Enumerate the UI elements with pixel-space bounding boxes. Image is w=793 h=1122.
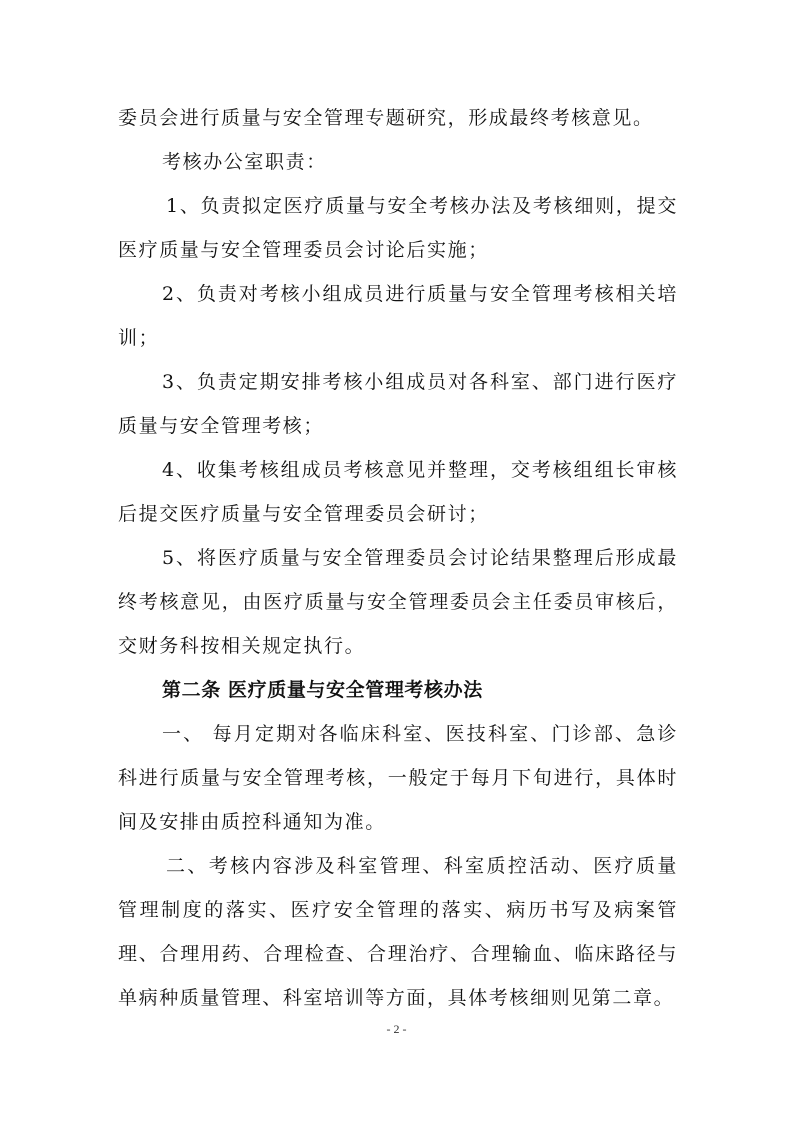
paragraph-method-1: 一、 每月定期对各临床科室、医技科室、门诊部、急诊科进行质量与安全管理考核，一般定于每月下旬进行，具体时间及安排由质控科通知为准。 bbox=[118, 723, 678, 833]
paragraph-duty-1: 1、负责拟定医疗质量与安全考核办法及考核细则，提交医疗质量与安全管理委员会讨论后实施； bbox=[118, 195, 678, 261]
paragraph-method-2: 二、考核内容涉及科室管理、科室质控活动、医疗质量管理制度的落实、医疗安全管理的落实、病历书写及病案管理、合理用药、合理检查、合理治疗、合理输血、临床路径与单病种质量管理、科室培训等方面，具体考核细则见第二章。 bbox=[118, 855, 678, 1009]
page-number: - 2 - bbox=[386, 1022, 407, 1036]
paragraph-duty-5: 5、将医疗质量与安全管理委员会讨论结果整理后形成最终考核意见，由医疗质量与安全管理委员会主任委员审核后，交财务科按相关规定执行。 bbox=[118, 547, 678, 657]
paragraph-duty-2: 2、负责对考核小组成员进行质量与安全管理考核相关培训； bbox=[118, 283, 678, 349]
paragraph-office-duties-title: 考核办公室职责： bbox=[162, 151, 327, 173]
section-heading: 第二条 医疗质量与安全管理考核办法 bbox=[162, 679, 483, 701]
paragraph-duty-3: 3、负责定期安排考核小组成员对各科室、部门进行医疗质量与安全管理考核； bbox=[118, 371, 678, 437]
paragraph-duty-4: 4、收集考核组成员考核意见并整理，交考核组组长审核后提交医疗质量与安全管理委员会研讨； bbox=[118, 459, 678, 525]
document-body bbox=[118, 96, 678, 1020]
paragraph-continuation: 委员会进行质量与安全管理专题研究，形成最终考核意见。 bbox=[118, 107, 654, 129]
